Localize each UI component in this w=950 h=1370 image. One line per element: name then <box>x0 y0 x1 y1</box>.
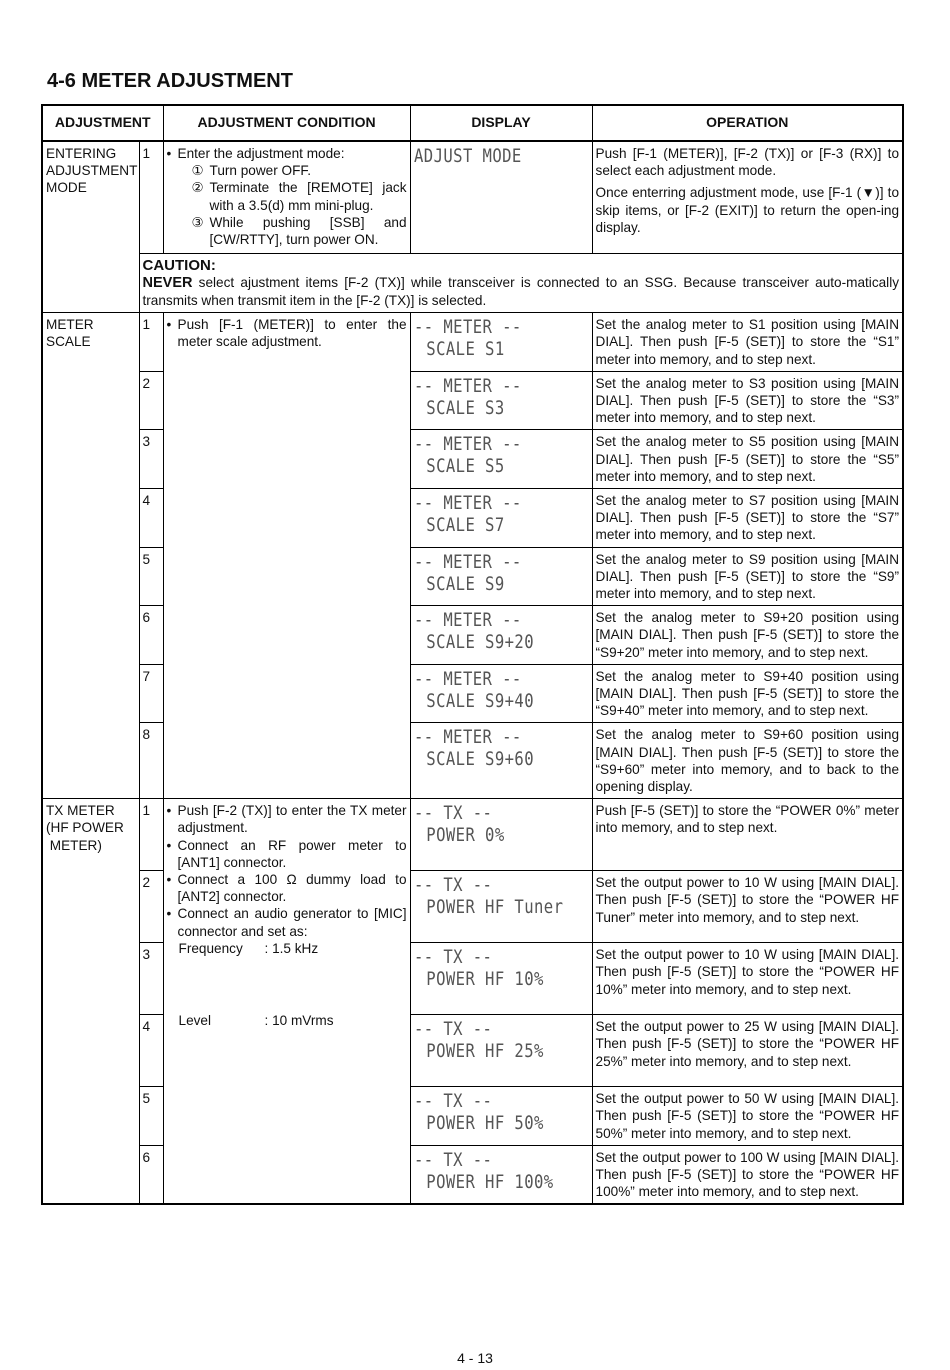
lcd-line-1: -- TX -- <box>413 874 492 897</box>
operation-cell: Set the analog meter to S1 position using [MAIN DIAL]. Then push [F-5 (SET)] to store the “S1” meter into memory, and to step next. <box>592 313 903 372</box>
adjustment-cell-tx-meter <box>42 799 139 1205</box>
table-row-meter-scale <box>42 313 903 372</box>
setting-row <box>179 940 334 1012</box>
display-cell <box>410 1087 592 1146</box>
display-cell <box>410 1145 592 1204</box>
page-title: 4-6 METER ADJUSTMENT <box>47 70 293 92</box>
step-number: 6 <box>139 606 163 665</box>
lcd-line-1: -- METER -- <box>413 491 522 514</box>
step-number: 8 <box>139 723 163 799</box>
caution-cell <box>139 253 903 313</box>
display-cell <box>410 664 592 723</box>
operation-cell <box>592 141 903 253</box>
adjustment-label-line: (HF POWER <box>46 820 124 836</box>
lcd-line-1: -- METER -- <box>413 316 522 339</box>
lcd-line-2: POWER HF 25% <box>425 1040 544 1063</box>
setting-value: : 10 mVrms <box>264 1012 334 1028</box>
caution-heading: CAUTION: <box>142 256 216 274</box>
step-text: Terminate the [REMOTE] jack with a 3.5(d) mm mini-plug. <box>209 180 407 213</box>
lcd-line-1: -- TX -- <box>413 946 492 969</box>
numbered-steps <box>167 162 407 248</box>
display-cell <box>410 799 592 871</box>
header-adjustment-condition: ADJUSTMENT CONDITION <box>163 105 410 141</box>
table-row-caution <box>42 253 903 313</box>
step-number: 3 <box>139 430 163 489</box>
lcd-display <box>414 375 589 419</box>
step-number: 5 <box>139 547 163 606</box>
display-cell <box>410 723 592 799</box>
condition-list <box>167 316 407 350</box>
lcd-line-1: -- METER -- <box>413 550 522 573</box>
lcd-line-2: SCALE S3 <box>425 396 505 419</box>
table-row-tx-meter <box>42 799 903 871</box>
display-cell <box>410 871 592 943</box>
circled-number: ③ <box>191 214 204 230</box>
step-number: 3 <box>139 943 163 1015</box>
lcd-display <box>414 551 589 595</box>
operation-cell: Set the analog meter to S5 position using [MAIN DIAL]. Then push [F-5 (SET)] to store the “S5” meter into memory, and to step next. <box>592 430 903 489</box>
condition-item: • Push [F-1 (METER)] to enter the meter scale adjustment. <box>167 316 407 350</box>
operation-cell: Set the analog meter to S9+20 position using [MAIN DIAL]. Then push [F-5 (SET)] to store the “S9+20” meter into memory, and to step next. <box>592 606 903 665</box>
numbered-step <box>192 179 407 213</box>
lcd-line-2: POWER 0% <box>425 824 505 847</box>
lcd-line-1: -- TX -- <box>413 1148 492 1171</box>
lcd-line-2: SCALE S9 <box>425 572 505 595</box>
setting-key: Level <box>178 1012 212 1028</box>
numbered-step <box>192 214 407 248</box>
circled-number: ② <box>191 180 204 196</box>
adjustment-label-line: ENTERING <box>46 146 117 161</box>
display-cell <box>410 606 592 665</box>
step-number: 6 <box>139 1145 163 1204</box>
table-row-entering-mode <box>42 141 903 253</box>
lcd-line-1: -- METER -- <box>413 609 522 632</box>
lcd-line-2: POWER HF 100% <box>425 1170 554 1193</box>
condition-item: • Push [F-2 (TX)] to enter the TX meter adjustment. <box>167 802 407 836</box>
lcd-display <box>414 316 589 360</box>
lcd-line-2: SCALE S9+40 <box>425 689 534 712</box>
adjustment-label-line: METER <box>46 317 94 333</box>
circled-number: ① <box>191 163 204 179</box>
lcd-display <box>414 726 589 770</box>
page-number: 4 - 13 <box>457 1350 493 1366</box>
adjustment-cell-meter-scale <box>42 313 139 799</box>
lcd-line-1: ADJUST MODE <box>413 145 522 167</box>
setting-row <box>179 1012 334 1084</box>
operation-cell: Set the analog meter to S9+40 position using [MAIN DIAL]. Then push [F-5 (SET)] to store the “S9+40” meter into memory, and to step next. <box>592 664 903 723</box>
operation-text: Push [F-1 (METER)], [F-2 (TX)] or [F-3 (RX)] to select each adjustment mode. <box>595 146 900 179</box>
numbered-step <box>192 162 407 179</box>
step-text: Turn power OFF. <box>209 163 311 179</box>
lcd-display <box>414 874 589 918</box>
caution-body <box>143 274 900 309</box>
lcd-line-1: -- METER -- <box>413 374 522 397</box>
lcd-line-2: SCALE S7 <box>425 513 505 536</box>
lcd-line-1: -- METER -- <box>413 726 522 749</box>
header-display: DISPLAY <box>410 105 592 141</box>
header-adjustment: ADJUSTMENT <box>42 105 163 141</box>
step-number: 2 <box>139 871 163 943</box>
generator-settings <box>179 940 334 1084</box>
lcd-line-2: POWER HF Tuner <box>425 896 563 919</box>
operation-cell: Set the analog meter to S3 position using [MAIN DIAL]. Then push [F-5 (SET)] to store the “S3” meter into memory, and to step next. <box>592 371 903 430</box>
condition-list <box>167 802 407 940</box>
operation-cell: Set the output power to 50 W using [MAIN DIAL]. Then push [F-5 (SET)] to store the “POWER HF 50%” meter into memory, and to step next. <box>592 1087 903 1146</box>
header-operation: OPERATION <box>592 105 903 141</box>
lcd-line-2: POWER HF 50% <box>425 1112 544 1135</box>
display-cell <box>410 371 592 430</box>
display-cell <box>410 1015 592 1087</box>
table-header-row <box>42 105 903 141</box>
lcd-display <box>414 1149 589 1193</box>
condition-text: Enter the adjustment mode: <box>177 146 345 161</box>
step-text: While pushing [SSB] and [CW/RTTY], turn power ON. <box>209 214 407 248</box>
lcd-line-2: SCALE S9+60 <box>425 748 534 771</box>
adjustment-label-line: SCALE <box>46 334 91 350</box>
display-cell <box>410 547 592 606</box>
lcd-display <box>414 433 589 477</box>
caution-text: select ajustment items [F-2 (TX)] while transceiver is connected to an SSG. Because transceiver auto-matically transmits when transmit item in the [F-2 (TX)] is selected. <box>142 274 900 308</box>
lcd-line-1: -- TX -- <box>413 1018 492 1041</box>
lcd-display <box>414 668 589 712</box>
operation-cell: Push [F-5 (SET)] to store the “POWER 0%” meter into memory, and to step next. <box>592 799 903 871</box>
condition-cell-tx-meter <box>163 799 410 1205</box>
condition-item <box>167 145 407 162</box>
operation-cell: Set the analog meter to S9+60 position using [MAIN DIAL]. Then push [F-5 (SET)] to store the “S9+60” meter into memory, and to back to the opening display. <box>592 723 903 799</box>
lcd-line-1: -- METER -- <box>413 667 522 690</box>
step-number: 1 <box>139 799 163 871</box>
adjustment-label-line: MODE <box>46 180 87 196</box>
operation-cell: Set the analog meter to S7 position using [MAIN DIAL]. Then push [F-5 (SET)] to store the “S7” meter into memory, and to step next. <box>592 488 903 547</box>
adjustment-label-line: ADJUSTMENT <box>46 163 138 179</box>
lcd-line-2: SCALE S1 <box>425 338 505 361</box>
setting-value: : 1.5 kHz <box>264 940 319 956</box>
operation-cell: Set the output power to 100 W using [MAIN DIAL]. Then push [F-5 (SET)] to store the “POWER HF 100%” meter into memory, and to step next. <box>592 1145 903 1204</box>
meter-adjustment-table <box>41 104 904 1205</box>
display-cell <box>410 943 592 1015</box>
step-number: 1 <box>139 313 163 372</box>
step-number: 2 <box>139 371 163 430</box>
lcd-line-1: -- TX -- <box>413 1090 492 1113</box>
operation-cell: Set the analog meter to S9 position using [MAIN DIAL]. Then push [F-5 (SET)] to store the “S9” meter into memory, and to step next. <box>592 547 903 606</box>
operation-cell: Set the output power to 10 W using [MAIN DIAL]. Then push [F-5 (SET)] to store the “POWER HF 10%” meter into memory, and to step next. <box>592 943 903 1015</box>
lcd-line-2: SCALE S9+20 <box>425 631 534 654</box>
condition-cell-meter-scale <box>163 313 410 799</box>
step-number: 4 <box>139 1015 163 1087</box>
adjustment-label-line: METER) <box>46 837 102 853</box>
lcd-line-2: POWER HF 10% <box>425 968 544 991</box>
operation-cell: Set the output power to 25 W using [MAIN DIAL]. Then push [F-5 (SET)] to store the “POWER HF 25%” meter into memory, and to step next. <box>592 1015 903 1087</box>
lcd-display <box>414 609 589 653</box>
step-number: 4 <box>139 488 163 547</box>
lcd-display <box>414 1090 589 1134</box>
lcd-line-1: -- METER -- <box>413 433 522 456</box>
setting-key: Frequency <box>178 940 243 956</box>
adjustment-cell-entering <box>42 141 139 313</box>
display-cell <box>410 430 592 489</box>
lcd-display <box>414 492 589 536</box>
condition-list <box>167 145 407 162</box>
display-cell <box>410 313 592 372</box>
step-number: 5 <box>139 1087 163 1146</box>
display-cell <box>410 141 592 253</box>
step-number: 1 <box>139 141 163 253</box>
condition-cell-entering <box>163 141 410 253</box>
condition-item: • Connect an audio generator to [MIC] connector and set as: <box>167 905 407 939</box>
lcd-line-2: SCALE S5 <box>425 455 505 478</box>
step-number: 7 <box>139 664 163 723</box>
operation-cell: Set the output power to 10 W using [MAIN DIAL]. Then push [F-5 (SET)] to store the “POWER HF Tuner” meter into memory, and to step next. <box>592 871 903 943</box>
caution-never: NEVER <box>142 274 193 291</box>
operation-text: Once enterring adjustment mode, use [F-1 (▼)] to skip items, or [F-2 (EXIT)] to return the open-ing display. <box>595 185 900 235</box>
display-cell <box>410 488 592 547</box>
condition-item: • Connect a 100 Ω dummy load to [ANT2] connector. <box>167 871 407 905</box>
lcd-display <box>414 802 589 846</box>
adjustment-label-line: TX METER <box>46 803 115 819</box>
condition-item: • Connect an RF power meter to [ANT1] connector. <box>167 837 407 871</box>
lcd-display <box>414 946 589 990</box>
lcd-display <box>414 1018 589 1062</box>
lcd-line-1: -- TX -- <box>413 802 492 825</box>
